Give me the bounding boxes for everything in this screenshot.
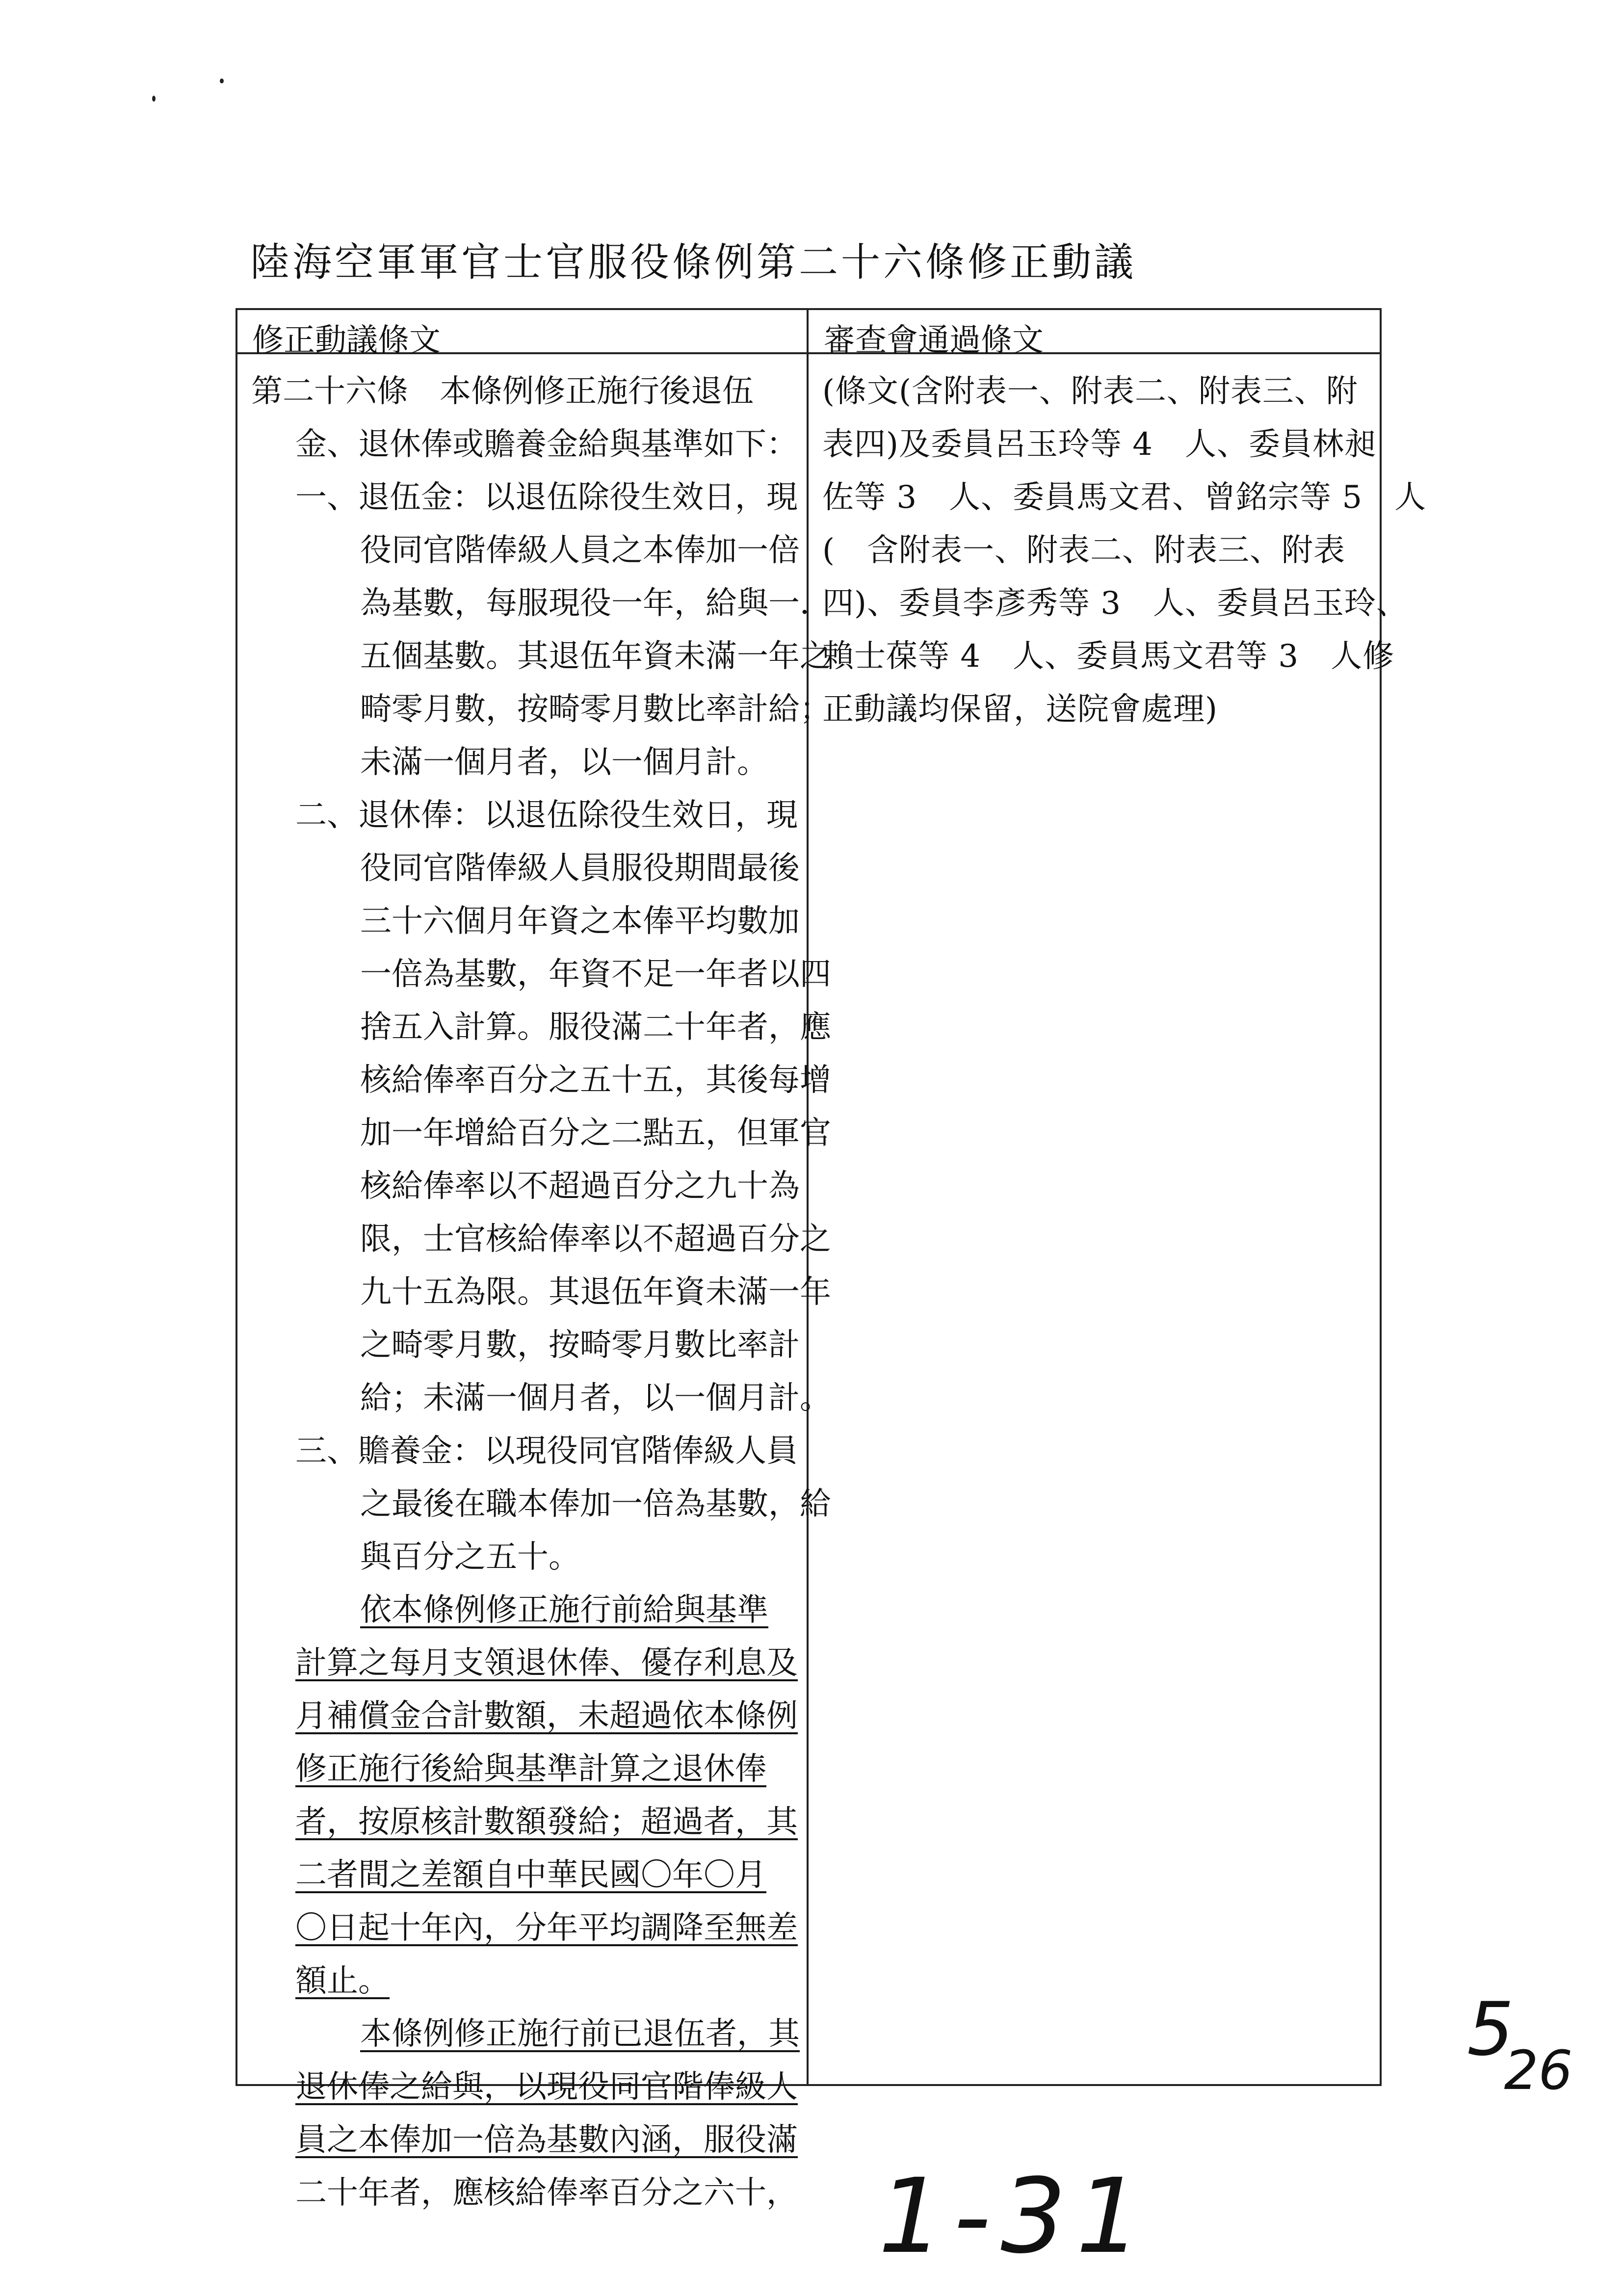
amendment-text-line — [251, 2061, 801, 2113]
comparison-table — [236, 308, 1427, 2211]
header-review-passed: 審查會通過條文 — [824, 322, 1044, 359]
header-amendment-motion: 修正動議條文 — [252, 322, 441, 359]
amendment-text-line — [251, 1743, 801, 1796]
amendment-text-line — [251, 1107, 831, 1160]
amendment-text-line — [251, 1319, 801, 1372]
amendment-text-line — [251, 1478, 831, 1531]
amendment-text-line — [251, 1690, 801, 1743]
amendment-text-line — [251, 895, 801, 948]
handwritten-page-number: 1-31 — [878, 2156, 1152, 2276]
scan-speck — [220, 78, 224, 83]
amendment-text-line-content: 與百分之五十。 — [360, 1539, 580, 1575]
amendment-text-line-content: 為基數，每服現役一年，給與一． — [360, 585, 831, 622]
amendment-text-line-content: 加一年增給百分之二點五，但軍官 — [360, 1115, 831, 1151]
amendment-text-line-content: 計算之每月支領退休俸、優存利息及 — [295, 1645, 798, 1681]
amendment-text-line-content: 者，按原核計數額發給；超過者，其 — [295, 1804, 798, 1840]
amendment-text-line — [251, 1637, 801, 1690]
amendment-text-line — [251, 736, 801, 789]
amendment-text-line-content: 核給俸率百分之五十五，其後每增 — [360, 1062, 831, 1098]
amendment-text-line-content: 月補償金合計數額，未超過依本條例 — [295, 1698, 798, 1734]
amendment-text-line — [251, 1902, 801, 1955]
amendment-text-line-content: 二十年者，應核給俸率百分之六十， — [295, 2175, 798, 2211]
amendment-text-line-content: 役同官階俸級人員服役期間最後 — [360, 850, 800, 887]
amendment-text-line — [251, 1213, 831, 1266]
amendment-text-line-content: 三、贍養金：以現役同官階俸級人員 — [295, 1433, 798, 1469]
amendment-text-line-content: 畸零月數，按畸零月數比率計給； — [360, 691, 831, 728]
amendment-text-line — [251, 842, 801, 895]
amendment-text-line — [251, 948, 831, 1001]
amendment-text-line — [251, 1266, 831, 1319]
amendment-text-line-content: 員之本俸加一倍為基數內涵，服役滿 — [295, 2122, 798, 2158]
column-divider — [807, 310, 809, 2084]
amendment-text-line — [251, 524, 801, 577]
amendment-text-line — [251, 1531, 801, 1584]
amendment-text-line — [251, 471, 801, 524]
amendment-text-line-content: 第二十六條 本條例修正施行後退伍 — [251, 373, 754, 410]
amendment-text-line-content: 本條例修正施行前已退伍者，其 — [360, 2016, 800, 2052]
amendment-text-line-content: 〇日起十年內，分年平均調降至無差 — [295, 1910, 798, 1946]
amendment-text-line-content: 三十六個月年資之本俸平均數加 — [360, 903, 800, 939]
amendment-text-line — [251, 1796, 801, 1849]
review-text-line: 四)、委員李彥秀等 3 人、委員呂玉玲、 — [822, 585, 1409, 622]
amendment-text-line — [251, 789, 801, 842]
scan-speck — [152, 96, 156, 102]
amendment-text-line — [251, 683, 831, 736]
amendment-text-line — [251, 1054, 831, 1107]
amendment-text-line — [251, 2113, 801, 2166]
amendment-text-line — [251, 1160, 801, 1213]
amendment-text-line-content: 給；未滿一個月者，以一個月計。 — [360, 1380, 831, 1416]
review-text-line: 表四)及委員呂玉玲等 4 人、委員林昶 — [822, 426, 1377, 463]
amendment-text-line-content: 金、退休俸或贍養金給與基準如下： — [295, 426, 798, 463]
amendment-text-line-content: 依本條例修正施行前給與基準 — [360, 1592, 768, 1628]
amendment-text-line — [251, 1425, 801, 1478]
amendment-text-line-content: 未滿一個月者，以一個月計。 — [360, 744, 768, 781]
amendment-text-line — [251, 418, 801, 471]
amendment-text-line — [251, 1955, 801, 2008]
review-text-line: 賴士葆等 4 人、委員馬文君等 3 人修 — [822, 638, 1395, 675]
amendment-text-line — [251, 2166, 801, 2219]
amendment-text-line-content: 限，士官核給俸率以不超過百分之 — [360, 1221, 831, 1257]
document-title: 陸海空軍軍官士官服役條例第二十六條修正動議 — [250, 239, 1136, 285]
amendment-text-line-content: 捨五入計算。服役滿二十年者，應 — [360, 1009, 831, 1045]
amendment-text-line — [251, 630, 831, 683]
amendment-text-line — [251, 1372, 831, 1425]
review-text-line: 佐等 3 人、委員馬文君、曾銘宗等 5 人 — [822, 479, 1427, 516]
review-text-cell — [822, 365, 1427, 736]
amendment-text-line — [251, 577, 831, 630]
amendment-text-line — [251, 1849, 801, 1902]
amendment-text-line — [251, 2008, 801, 2061]
amendment-text-line-content: 九十五為限。其退伍年資未滿一年 — [360, 1274, 831, 1310]
handwritten-side-mark — [1467, 1987, 1582, 2102]
side-mark-main: 5 — [1467, 1987, 1514, 2072]
amendment-text-line-content: 二、退休俸：以退伍除役生效日，現 — [295, 797, 798, 834]
amendment-text-cell — [251, 365, 831, 2219]
amendment-text-line-content: 一、退伍金：以退伍除役生效日，現 — [295, 479, 798, 516]
review-text-line: ( 含附表一、附表二、附表三、附表 — [822, 532, 1345, 569]
amendment-text-line-content: 役同官階俸級人員之本俸加一倍 — [360, 532, 800, 569]
amendment-text-line — [251, 365, 801, 418]
amendment-text-line-content: 額止。 — [295, 1963, 390, 1999]
amendment-text-line-content: 修正施行後給與基準計算之退休俸 — [295, 1751, 766, 1787]
amendment-text-line-content: 二者間之差額自中華民國〇年〇月 — [295, 1857, 766, 1893]
amendment-text-line-content: 五個基數。其退伍年資未滿一年之 — [360, 638, 831, 675]
amendment-text-line — [251, 1584, 801, 1637]
amendment-text-line-content: 核給俸率以不超過百分之九十為 — [360, 1168, 800, 1204]
review-text-line: (條文(含附表一、附表二、附表三、附 — [822, 373, 1358, 410]
side-mark-sub: 26 — [1504, 2039, 1573, 2102]
amendment-text-line-content: 之畸零月數，按畸零月數比率計 — [360, 1327, 800, 1363]
review-text-line: 正動議均保留，送院會處理) — [822, 691, 1218, 728]
amendment-text-line — [251, 1001, 831, 1054]
amendment-text-line-content: 之最後在職本俸加一倍為基數，給 — [360, 1486, 831, 1522]
amendment-text-line-content: 一倍為基數，年資不足一年者以四 — [360, 956, 831, 992]
amendment-text-line-content: 退休俸之給與，以現役同官階俸級人 — [295, 2069, 798, 2105]
